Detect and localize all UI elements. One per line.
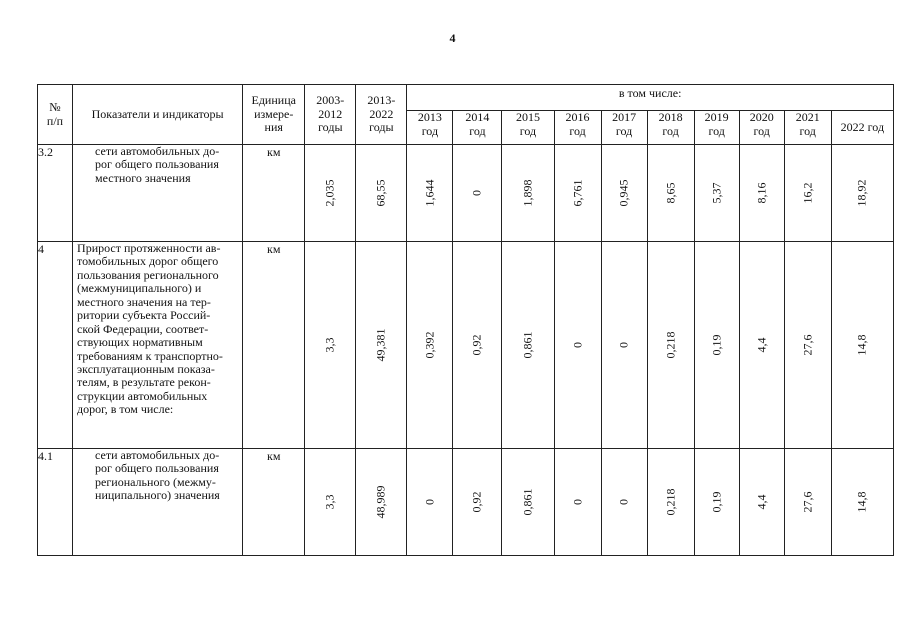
value-text: 0,92 [469,334,484,356]
value-cell [784,242,831,449]
value-text: 0,218 [663,331,678,359]
value-text: 1,898 [520,179,535,207]
value-cell [739,145,784,242]
value-text: 1,644 [422,179,437,207]
value-cell [356,145,407,242]
value-text: 8,65 [663,182,678,204]
value-cell [453,145,502,242]
value-text: 48,989 [373,485,388,519]
value-cell [647,145,694,242]
value-text: 27,6 [800,334,815,356]
header-year: 2021 год [784,111,831,145]
value-text: 0 [616,499,631,505]
header-year: 2015 год [502,111,554,145]
value-text: 0 [570,342,585,348]
row-unit: км [243,145,305,242]
value-cell [831,145,893,242]
value-cell [305,242,356,449]
value-cell [831,449,893,556]
value-text: 6,761 [570,179,585,207]
row-indicator: Прирост протяженности ав- томобильных дорог общего пользования регионального (межмуниципального) и местного значения на тер- ритории субъекта Россий- ской Федерации, соответ- ствующих нормативным требованиям к транспортно- эксплуатационным показа- телям, в результате рекон- струкции автомобильных дорог, в том числе: [73,242,243,449]
value-cell [694,145,739,242]
value-text: 14,8 [854,334,869,356]
value-cell [502,449,554,556]
header-period-2003-2012: 2003- 2012 годы [305,85,356,145]
row-number: 3.2 [38,145,73,242]
value-cell [407,242,453,449]
header-year: 2016 год [554,111,601,145]
header-year: 2022 год [831,111,893,145]
value-cell [601,242,647,449]
value-cell [554,449,601,556]
page-number: 4 [449,31,456,45]
value-cell [502,145,554,242]
header-period-2013-2022: 2013- 2022 годы [356,85,407,145]
value-text: 0 [616,342,631,348]
header-year: 2014 год [453,111,502,145]
value-cell [407,145,453,242]
header-year: 2013 год [407,111,453,145]
value-text: 16,2 [800,182,815,204]
value-text: 4,4 [754,494,769,510]
table-row [38,449,894,556]
value-text: 4,4 [754,337,769,353]
value-text: 0,392 [422,331,437,359]
value-cell [502,242,554,449]
value-cell [453,242,502,449]
header-unit: Единица измере- ния [243,85,305,145]
value-cell [356,449,407,556]
header-including: в том числе: [407,85,894,111]
value-cell [739,449,784,556]
row-unit: км [243,449,305,556]
value-cell [739,242,784,449]
table-row [38,242,894,449]
value-cell [784,449,831,556]
value-text: 49,381 [373,328,388,362]
value-text: 5,37 [709,182,724,204]
value-cell [831,242,893,449]
row-number: 4 [38,242,73,449]
value-cell [647,242,694,449]
value-cell [554,242,601,449]
row-indicator: сети автомобильных до- рог общего пользования местного значения [73,145,243,242]
value-cell [601,449,647,556]
value-text: 27,6 [800,491,815,513]
value-cell [407,449,453,556]
header-year: 2018 год [647,111,694,145]
value-cell [601,145,647,242]
value-text: 0,861 [520,331,535,359]
value-text: 18,92 [854,179,869,207]
value-cell [784,145,831,242]
value-text: 0,92 [469,491,484,513]
header-year: 2019 год [694,111,739,145]
value-text: 14,8 [854,491,869,513]
value-text: 0 [422,499,437,505]
row-number: 4.1 [38,449,73,556]
value-cell [305,449,356,556]
table-row [38,145,894,242]
header-indicators: Показатели и индикаторы [73,85,243,145]
value-text: 68,55 [373,179,388,207]
value-text: 8,16 [754,182,769,204]
value-text: 0,19 [709,491,724,513]
indicators-table [37,84,894,556]
value-text: 0,19 [709,334,724,356]
value-text: 0,861 [520,488,535,516]
header-year: 2020 год [739,111,784,145]
value-cell [647,449,694,556]
value-text: 0 [469,190,484,196]
value-cell [356,242,407,449]
row-indicator: сети автомобильных до- рог общего пользования регионального (межму- ниципального) значения [73,449,243,556]
header-num: № п/п [38,85,73,145]
value-cell [305,145,356,242]
value-cell [453,449,502,556]
row-unit: км [243,242,305,449]
value-cell [554,145,601,242]
value-text: 0,945 [616,179,631,207]
value-text: 3,3 [322,494,337,510]
value-text: 0 [570,499,585,505]
value-text: 3,3 [322,337,337,353]
value-text: 2,035 [322,179,337,207]
value-cell [694,242,739,449]
value-cell [694,449,739,556]
value-text: 0,218 [663,488,678,516]
header-year: 2017 год [601,111,647,145]
